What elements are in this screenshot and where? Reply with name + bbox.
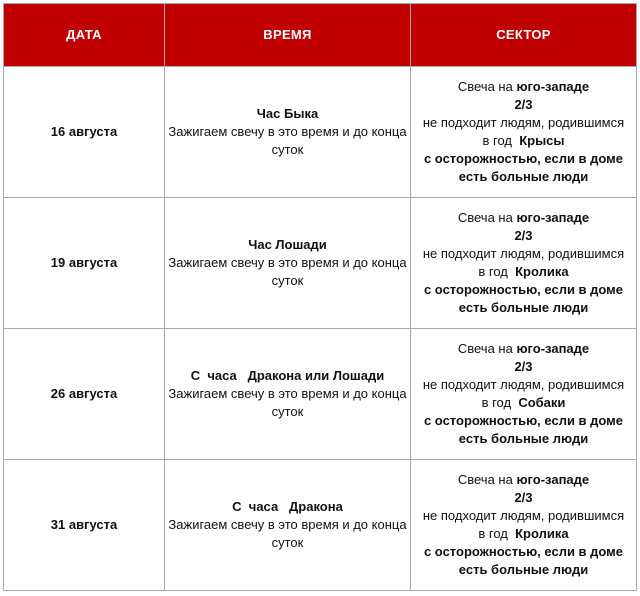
candle-line — [413, 471, 634, 489]
year-line — [413, 263, 634, 281]
sector-cell — [411, 460, 637, 591]
time-title: Час Лошади — [248, 237, 327, 252]
table-row — [4, 329, 637, 460]
caution-line-1: с осторожностью, если в доме — [423, 413, 624, 428]
year-animal: Кролика — [515, 526, 569, 541]
candle-schedule-table — [3, 3, 637, 591]
header-time: ВРЕМЯ — [165, 4, 411, 67]
time-title: С часа Дракона — [232, 499, 343, 514]
header-sector: СЕКТОР — [411, 4, 637, 67]
candle-direction: юго-западе — [516, 341, 590, 356]
candle-direction: юго-западе — [516, 472, 590, 487]
sector-cell — [411, 67, 637, 198]
caution-line-2: есть больные люди — [458, 300, 589, 315]
sector-cell — [411, 198, 637, 329]
date-cell: 26 августа — [4, 329, 165, 460]
caution-line-1: с осторожностью, если в доме — [423, 544, 624, 559]
caution-line-2: есть больные люди — [458, 431, 589, 446]
warning-text: не подходит людям, родившимся — [422, 115, 625, 130]
caution-line-1: с осторожностью, если в доме — [423, 282, 624, 297]
table-row — [4, 198, 637, 329]
warning-text: не подходит людям, родившимся — [422, 508, 625, 523]
candle-direction: юго-западе — [516, 79, 590, 94]
time-cell — [165, 67, 411, 198]
time-title: С часа Дракона или Лошади — [190, 368, 385, 383]
date-cell: 19 августа — [4, 198, 165, 329]
table-row — [4, 460, 637, 591]
table-row — [4, 67, 637, 198]
candle-prefix: Свеча на — [457, 210, 517, 225]
year-prefix: в год — [482, 133, 520, 148]
caution-line-2: есть больные люди — [458, 169, 589, 184]
year-line — [413, 525, 634, 543]
candle-prefix: Свеча на — [457, 341, 517, 356]
time-note: Зажигаем свечу в это время и до конца суток — [168, 386, 407, 419]
year-animal: Кролика — [515, 264, 569, 279]
time-cell — [165, 198, 411, 329]
time-note: Зажигаем свечу в это время и до конца суток — [168, 517, 407, 550]
year-prefix: в год — [481, 395, 519, 410]
year-line — [413, 394, 634, 412]
year-line — [413, 132, 634, 150]
time-title: Час Быка — [256, 106, 319, 121]
time-note: Зажигаем свечу в это время и до конца суток — [168, 124, 407, 157]
date-cell: 16 августа — [4, 67, 165, 198]
fraction: 2/3 — [514, 97, 533, 112]
candle-prefix: Свеча на — [457, 472, 517, 487]
year-animal: Собаки — [518, 395, 566, 410]
caution-line-2: есть больные люди — [458, 562, 589, 577]
time-cell — [165, 460, 411, 591]
candle-line — [413, 340, 634, 358]
header-date: ДАТА — [4, 4, 165, 67]
time-cell — [165, 329, 411, 460]
fraction: 2/3 — [514, 228, 533, 243]
candle-line — [413, 78, 634, 96]
sector-cell — [411, 329, 637, 460]
candle-prefix: Свеча на — [457, 79, 517, 94]
year-prefix: в год — [478, 526, 516, 541]
warning-text: не подходит людям, родившимся — [422, 377, 625, 392]
fraction: 2/3 — [514, 490, 533, 505]
time-note: Зажигаем свечу в это время и до конца суток — [168, 255, 407, 288]
year-animal: Крысы — [519, 133, 565, 148]
warning-text: не подходит людям, родившимся — [422, 246, 625, 261]
table-header — [4, 4, 637, 67]
year-prefix: в год — [478, 264, 516, 279]
candle-line — [413, 209, 634, 227]
fraction: 2/3 — [514, 359, 533, 374]
candle-direction: юго-западе — [516, 210, 590, 225]
date-cell: 31 августа — [4, 460, 165, 591]
caution-line-1: с осторожностью, если в доме — [423, 151, 624, 166]
